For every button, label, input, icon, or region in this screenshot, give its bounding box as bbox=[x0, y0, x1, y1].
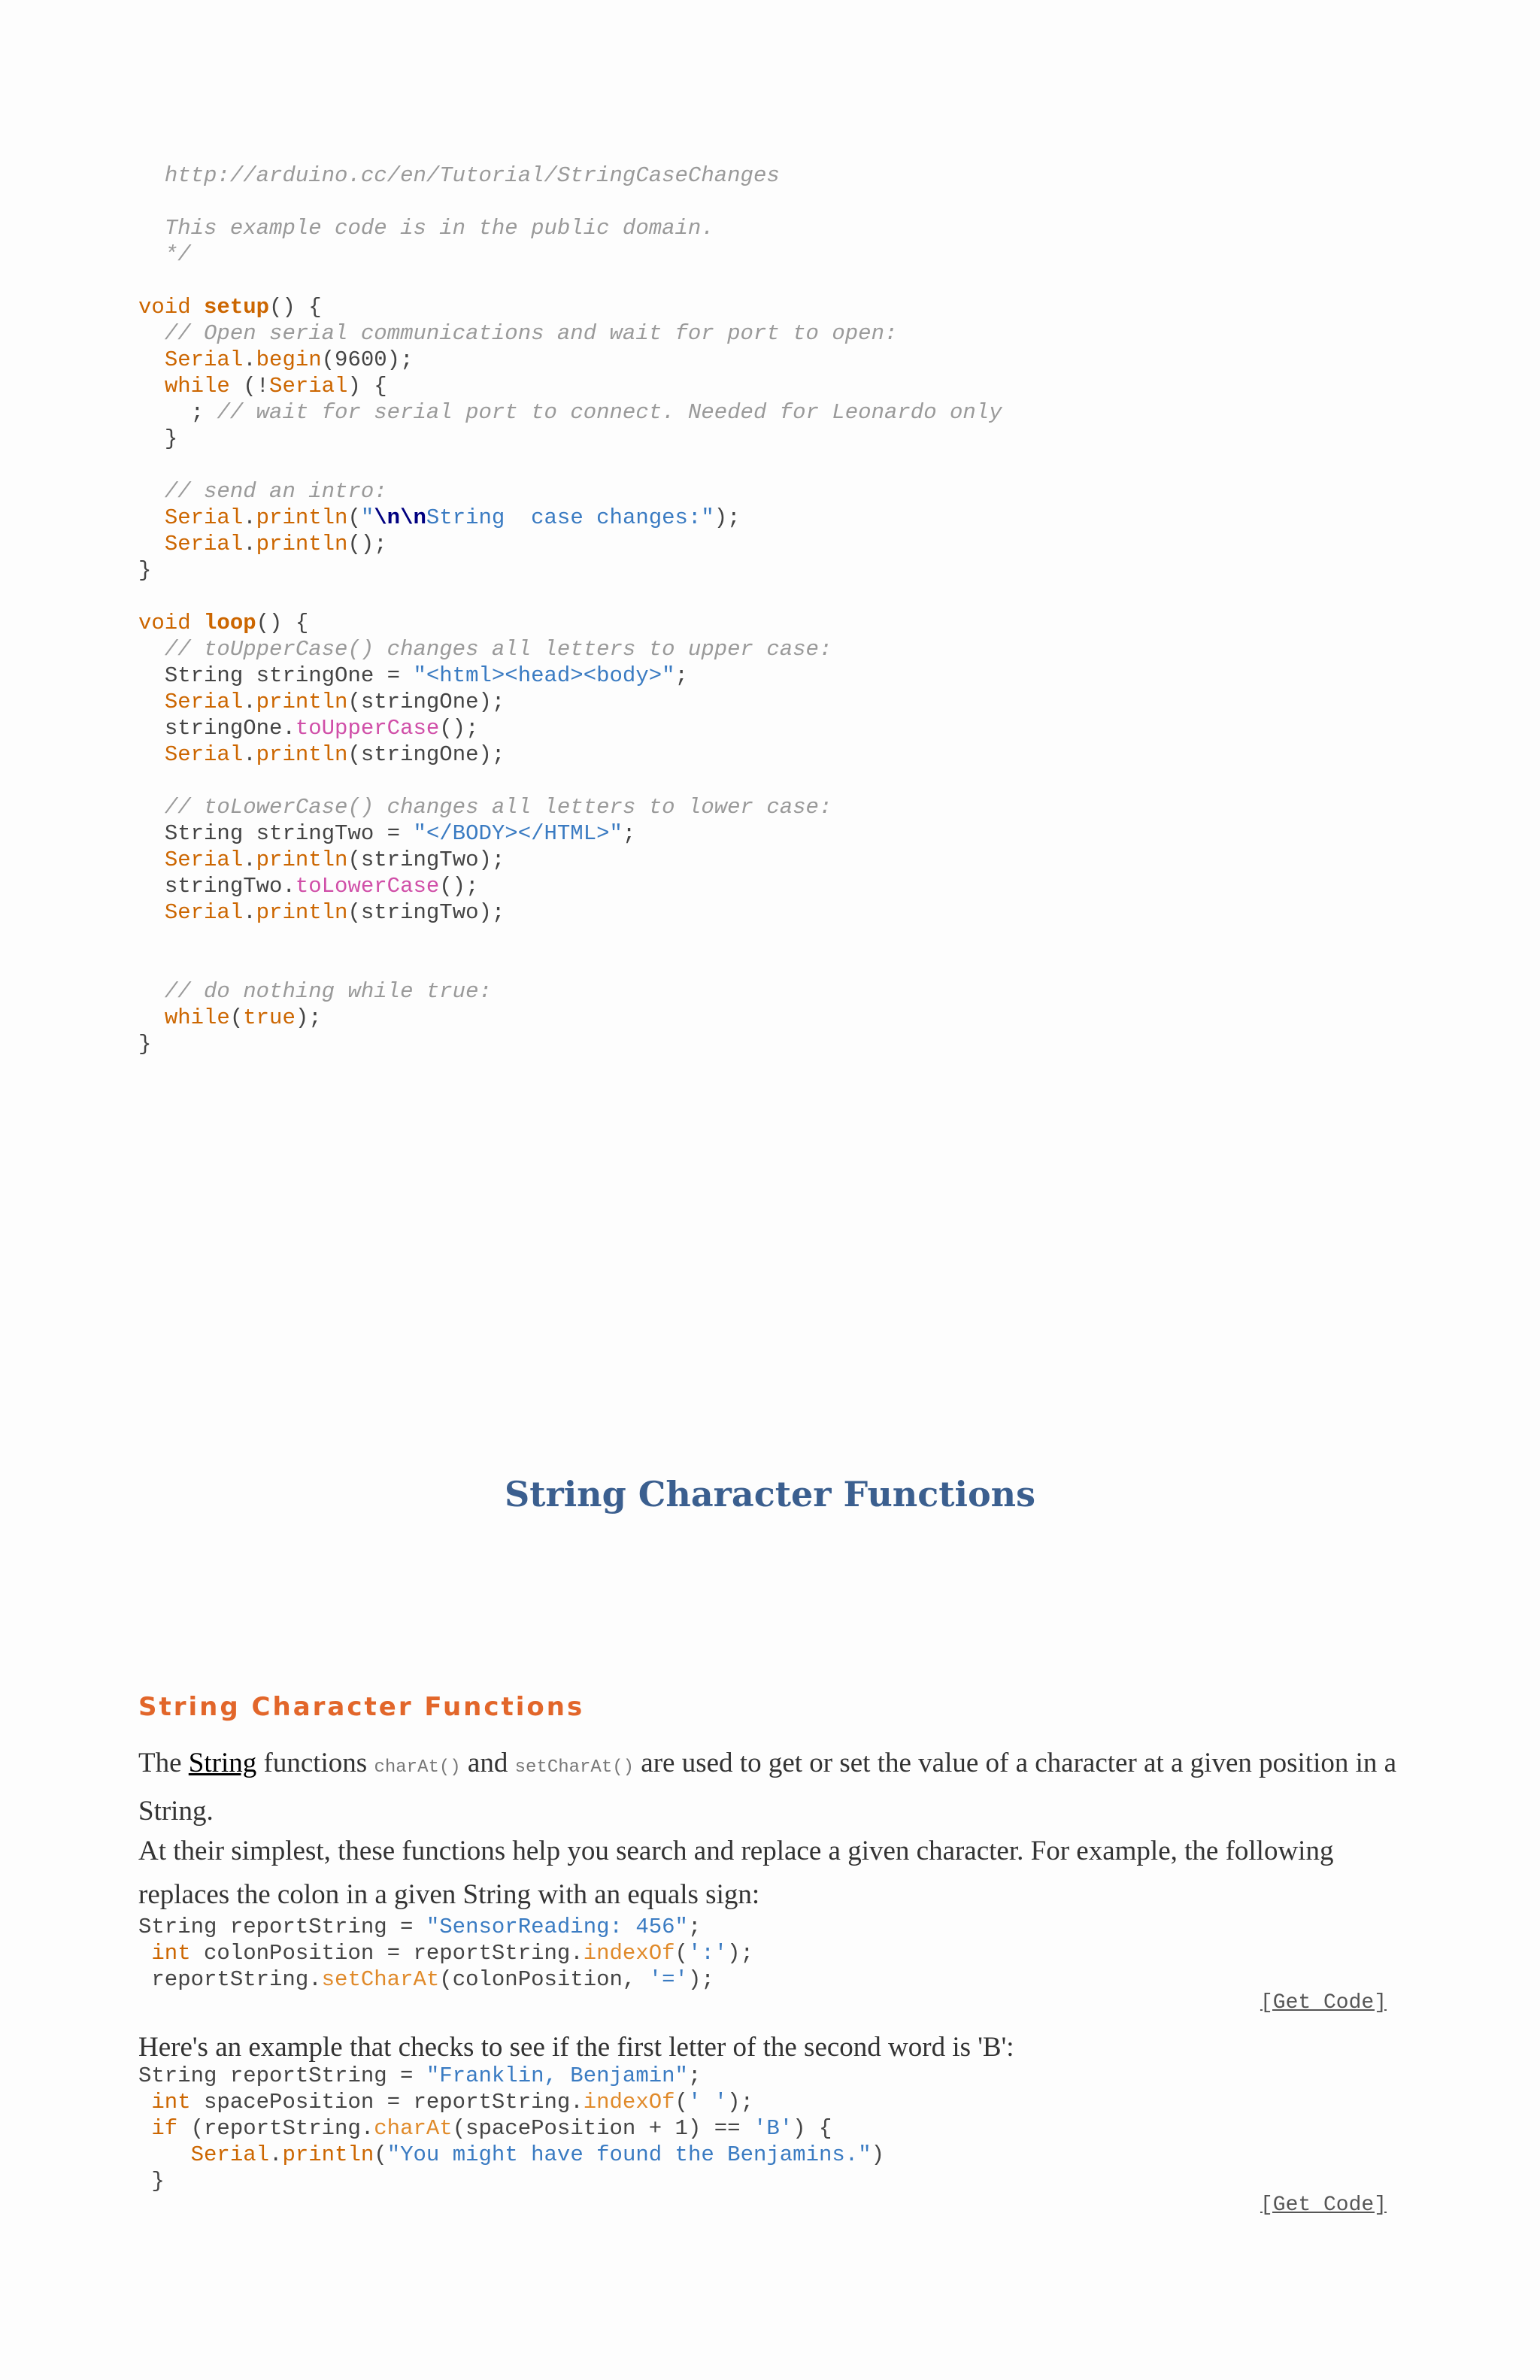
code-keyword: println bbox=[256, 847, 348, 872]
inline-code-setcharat: setCharAt() bbox=[514, 1757, 635, 1778]
code-keyword: println bbox=[282, 2142, 374, 2167]
code-text: ( bbox=[374, 2142, 387, 2167]
code-comment: // do nothing while true: bbox=[164, 979, 492, 1004]
code-string: "You might have found the Benjamins." bbox=[387, 2142, 872, 2167]
code-string: "SensorReading: 456" bbox=[426, 1915, 688, 1939]
code-string: '=' bbox=[648, 1967, 688, 1992]
code-text: (spacePosition + 1) == bbox=[452, 2116, 753, 2141]
code-text: ); bbox=[687, 1967, 714, 1992]
section-heading: String Character Functions bbox=[138, 1692, 585, 1722]
para-text: and bbox=[460, 1748, 515, 1778]
code-text: } bbox=[151, 2169, 165, 2194]
code-text: spacePosition = reportString. bbox=[190, 2090, 584, 2115]
code-text: String stringOne = bbox=[164, 663, 414, 688]
page-title: String Character Functions bbox=[505, 1474, 1035, 1514]
para-text: functions bbox=[256, 1748, 374, 1778]
code-text: String reportString = bbox=[138, 1915, 426, 1939]
get-code-link[interactable]: [Get Code] bbox=[1260, 2194, 1387, 2217]
code-keyword: Serial bbox=[269, 374, 348, 399]
code-string: ' ' bbox=[687, 2090, 728, 2115]
code-text: ); bbox=[714, 505, 741, 530]
code-text: ) bbox=[871, 2142, 884, 2167]
code-keyword: Serial bbox=[164, 900, 244, 925]
code-text: ) { bbox=[347, 374, 387, 399]
paragraph-check-letter: Here's an example that checks to see if the first letter of the second word is 'B': bbox=[138, 2032, 1014, 2063]
code-text: } bbox=[138, 1032, 152, 1057]
code-text: ( bbox=[229, 1005, 244, 1030]
code-text: ; bbox=[622, 821, 636, 846]
code-text: () { bbox=[256, 611, 309, 635]
code-comment: // toLowerCase() changes all letters to lower case: bbox=[164, 795, 832, 820]
code-text: () { bbox=[269, 295, 322, 320]
code-text: (stringOne); bbox=[347, 690, 505, 714]
code-method: setCharAt bbox=[321, 1967, 440, 1992]
code-method: indexOf bbox=[583, 1941, 675, 1966]
paragraph-intro bbox=[138, 1742, 1402, 1833]
code-block-string-case-changes: http://arduino.cc/en/Tutorial/StringCaseChanges This example code is in the public domain. */ void setup() { // Open serial communications and wait for port to open: Serial.begin(9600); while (!Serial) { ; // wait for serial port to connect. Needed for Leonardo only } // send an intro: Serial.println("\n\nString case changes:"); Serial.println(); } void loop() { // toUpperCase() changes all letters to upper case: String stringOne = "<html><head><body>"; Serial.println(stringOne); stringOne.toUpperCase(); Serial.println(stringOne); // toLowerCase() changes all letters to lower case: String stringTwo = "</BODY></HTML>"; Serial.println(stringTwo); stringTwo.toLowerCase(); Serial.println(stringTwo); // do nothing while true: while(true); } bbox=[138, 163, 1002, 1057]
code-text: String reportString = bbox=[138, 2063, 426, 2088]
code-string: "</BODY></HTML>" bbox=[413, 821, 623, 846]
code-text: stringTwo. bbox=[164, 874, 296, 899]
code-comment: // toUpperCase() changes all letters to upper case: bbox=[164, 637, 832, 662]
code-keyword: println bbox=[256, 690, 348, 714]
code-keyword: void bbox=[138, 611, 191, 635]
code-text: (colonPosition, bbox=[439, 1967, 649, 1992]
code-block-charat bbox=[138, 2063, 884, 2194]
code-keyword: int bbox=[151, 1941, 191, 1966]
code-keyword: if bbox=[151, 2116, 178, 2141]
code-keyword: while bbox=[164, 374, 230, 399]
code-comment: // Open serial communications and wait for port to open: bbox=[164, 321, 898, 346]
code-text: ); bbox=[727, 2090, 753, 2115]
code-text: String stringTwo = bbox=[164, 821, 414, 846]
code-keyword: println bbox=[256, 742, 348, 767]
code-text: reportString. bbox=[151, 1967, 322, 1992]
code-text: ( bbox=[675, 1941, 688, 1966]
code-text: (); bbox=[439, 874, 479, 899]
code-comment: */ bbox=[164, 242, 191, 267]
code-text: ; bbox=[190, 400, 205, 425]
code-text: ); bbox=[295, 1005, 322, 1030]
code-keyword: Serial bbox=[164, 742, 244, 767]
code-text: } bbox=[138, 558, 152, 583]
code-method: toLowerCase bbox=[295, 874, 440, 899]
code-string: ':' bbox=[687, 1941, 728, 1966]
code-comment: // wait for serial port to connect. Needed for Leonardo only bbox=[217, 400, 1002, 425]
code-text: (); bbox=[347, 532, 387, 556]
code-text: ; bbox=[687, 2063, 702, 2088]
code-keyword: while bbox=[164, 1005, 230, 1030]
paragraph-search-replace: At their simplest, these functions help you search and replace a given character. For example, the following replaces the colon in a given String with an equals sign: bbox=[138, 1836, 1334, 1910]
code-keyword: Serial bbox=[164, 347, 244, 372]
code-text: ; bbox=[675, 663, 688, 688]
code-keyword: int bbox=[151, 2090, 191, 2115]
code-keyword: println bbox=[256, 900, 348, 925]
code-text: ); bbox=[727, 1941, 753, 1966]
code-text: (9600); bbox=[321, 347, 414, 372]
code-escape: \n\n bbox=[374, 505, 426, 530]
code-block-setcharat bbox=[138, 1914, 753, 1993]
code-text: ) { bbox=[793, 2116, 832, 2141]
code-text: (stringTwo); bbox=[347, 847, 505, 872]
code-keyword: Serial bbox=[164, 690, 244, 714]
code-comment: http://arduino.cc/en/Tutorial/StringCaseChanges bbox=[164, 163, 780, 188]
code-keyword: Serial bbox=[164, 532, 244, 556]
code-keyword: println bbox=[256, 532, 348, 556]
code-string: String case changes:" bbox=[426, 505, 714, 530]
code-string: "<html><head><body>" bbox=[413, 663, 675, 688]
code-comment: // send an intro: bbox=[164, 479, 387, 504]
inline-code-charat: charAt() bbox=[374, 1757, 461, 1778]
code-keyword: Serial bbox=[164, 505, 244, 530]
code-text: ( bbox=[347, 505, 361, 530]
get-code-link[interactable]: [Get Code] bbox=[1260, 1991, 1387, 2015]
para-text: are used to get or set the value of a character at a given position in a String. bbox=[138, 1748, 1397, 1827]
para-text: The bbox=[138, 1748, 189, 1778]
code-function-name: setup bbox=[204, 295, 270, 320]
code-text: . bbox=[269, 2142, 283, 2167]
code-text: ; bbox=[687, 1915, 702, 1939]
code-keyword: Serial bbox=[190, 2142, 270, 2167]
code-method: charAt bbox=[374, 2116, 453, 2141]
code-text: stringOne. bbox=[164, 716, 296, 741]
code-keyword: println bbox=[256, 505, 348, 530]
code-text: (); bbox=[439, 716, 479, 741]
code-keyword: void bbox=[138, 295, 191, 320]
code-text: (! bbox=[229, 374, 270, 399]
code-text: } bbox=[164, 426, 178, 451]
code-text: (stringOne); bbox=[347, 742, 505, 767]
code-keyword: begin bbox=[256, 347, 322, 372]
code-text: colonPosition = reportString. bbox=[190, 1941, 584, 1966]
code-string: " bbox=[360, 505, 374, 530]
code-string: "Franklin, Benjamin" bbox=[426, 2063, 688, 2088]
code-keyword: Serial bbox=[164, 847, 244, 872]
code-string: 'B' bbox=[753, 2116, 793, 2141]
code-method: indexOf bbox=[583, 2090, 675, 2115]
code-keyword: true bbox=[243, 1005, 296, 1030]
code-function-name: loop bbox=[204, 611, 256, 635]
string-link[interactable]: String bbox=[188, 1748, 257, 1778]
code-comment: This example code is in the public domain. bbox=[164, 216, 714, 241]
code-text: ( bbox=[675, 2090, 688, 2115]
code-text: (reportString. bbox=[177, 2116, 374, 2141]
code-text: (stringTwo); bbox=[347, 900, 505, 925]
code-method: toUpperCase bbox=[295, 716, 440, 741]
